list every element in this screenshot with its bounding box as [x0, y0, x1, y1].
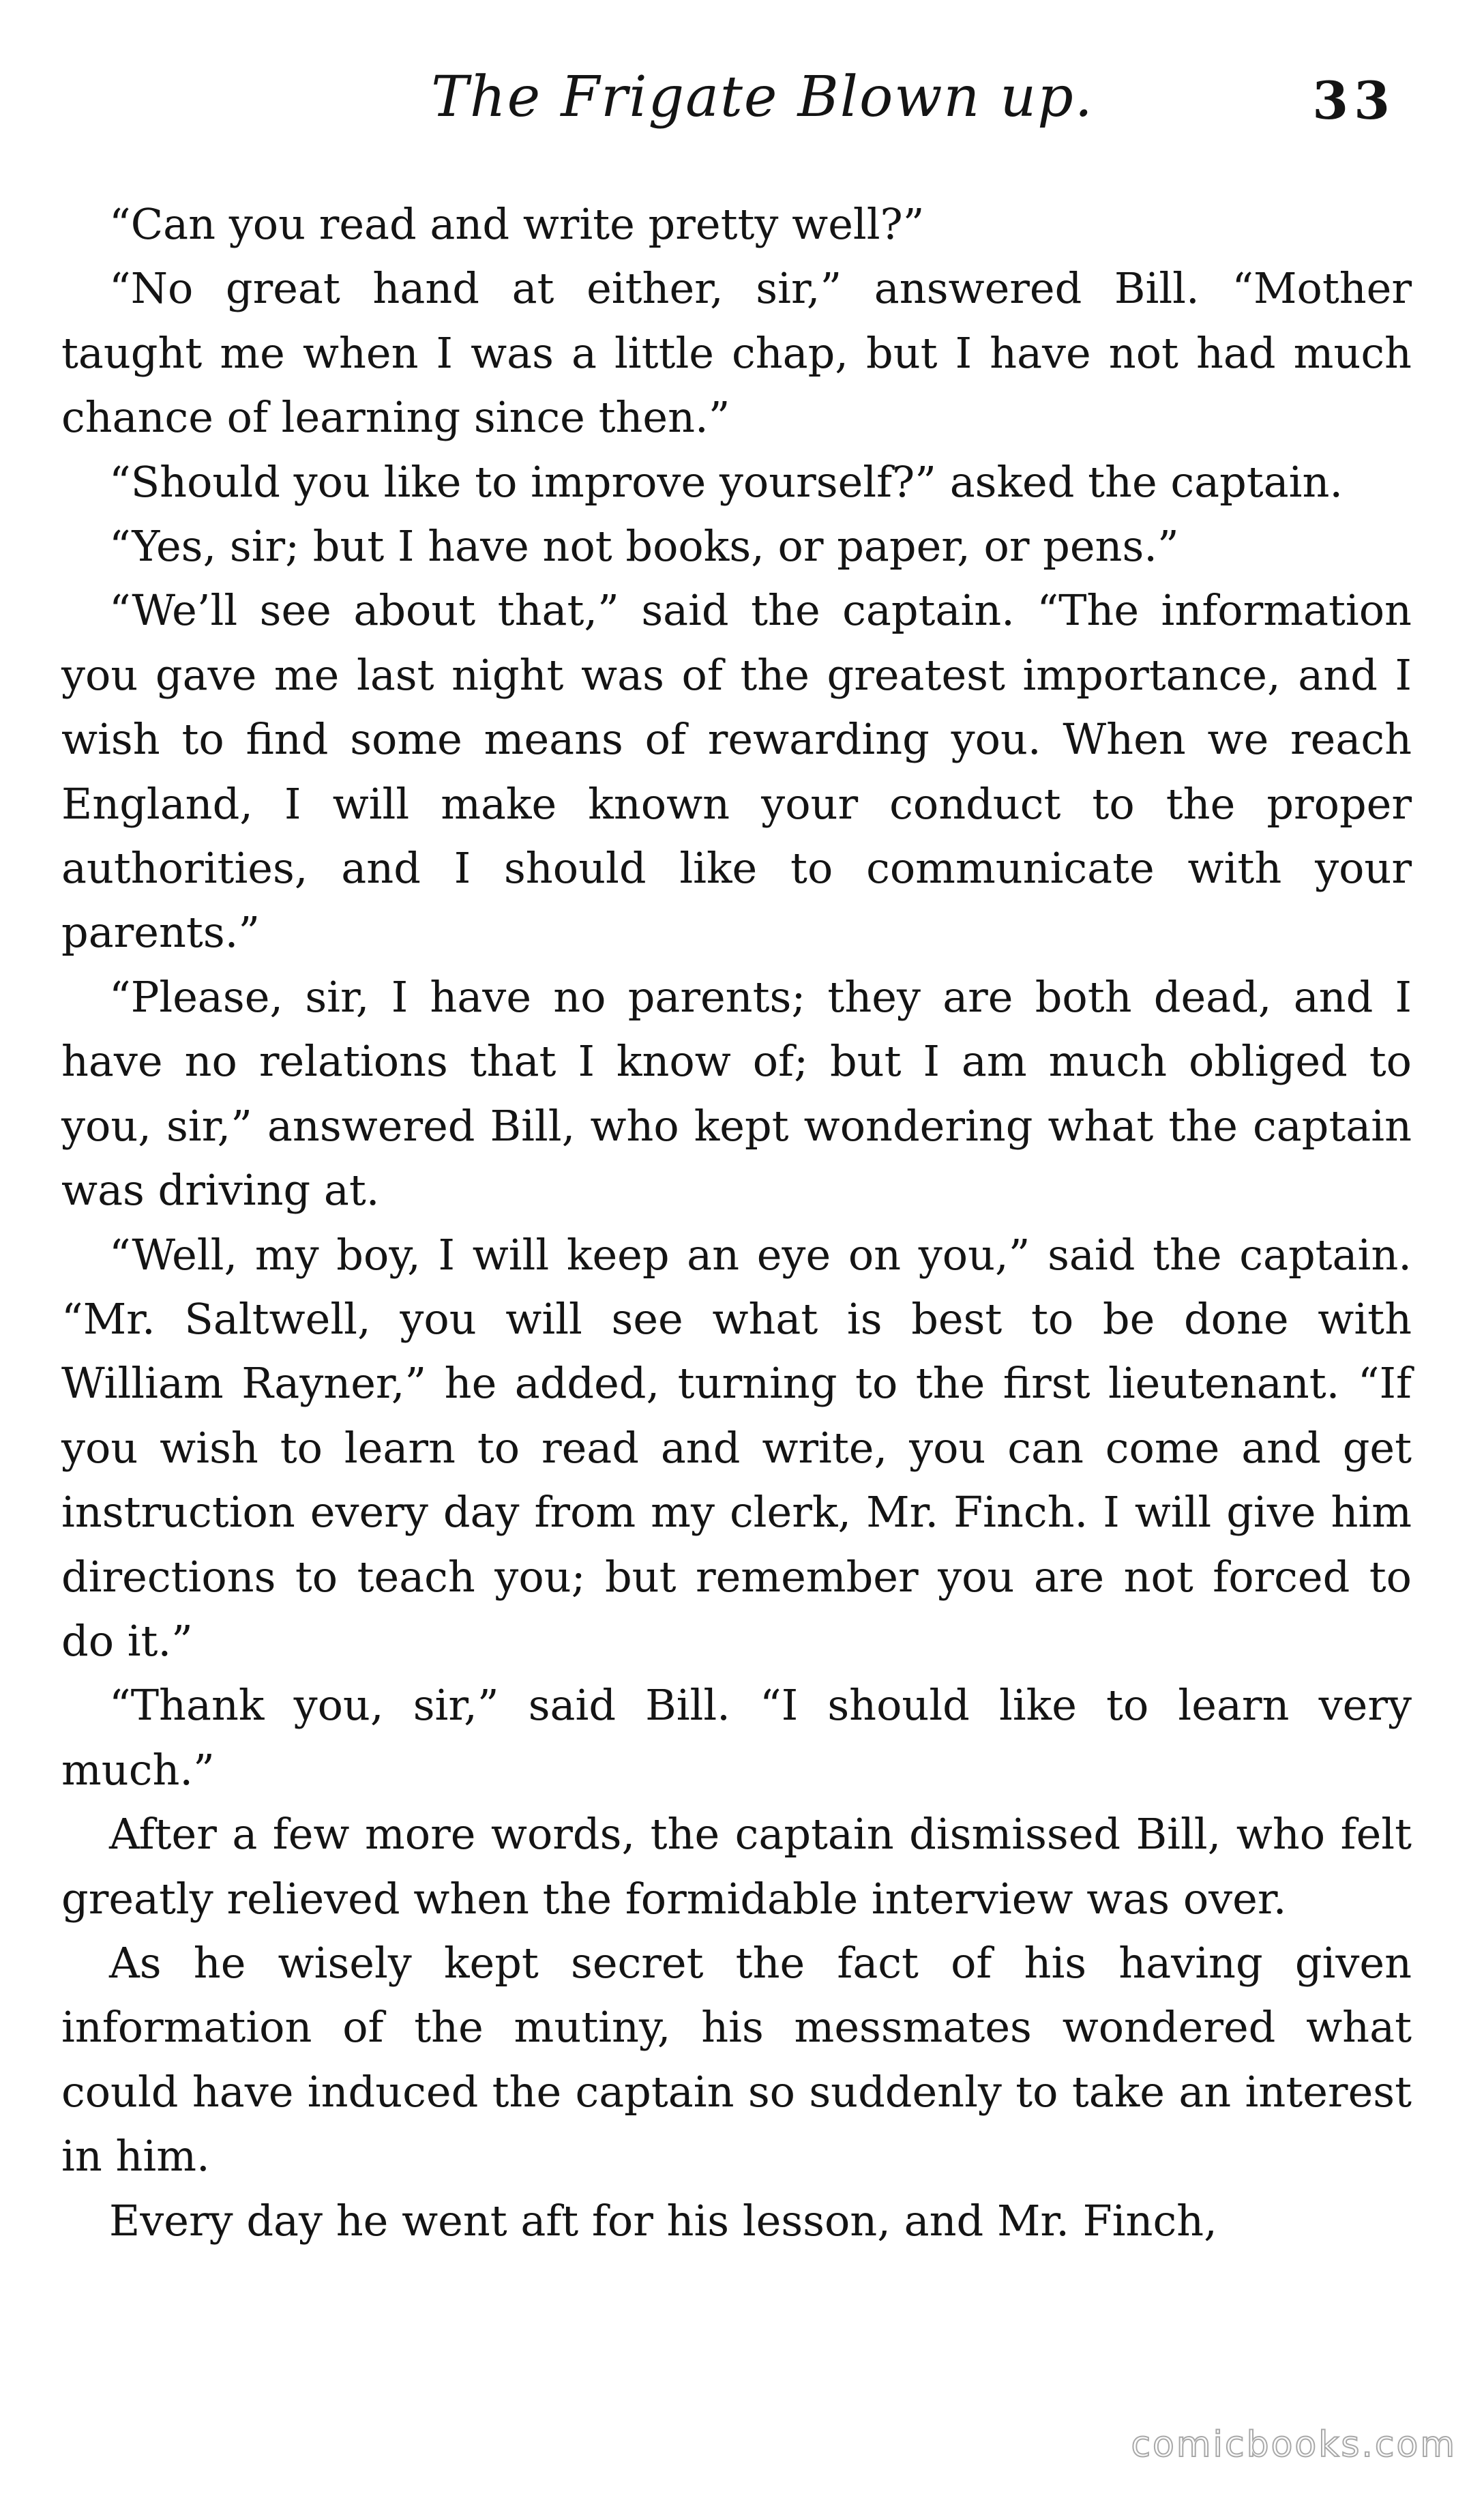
paragraph: “No great hand at either, sir,” answered Bill. “Mother taught me when I was a little chap, but I have not had much chance of learning since then.” [61, 263, 1412, 443]
paragraph: “Yes, sir; but I have not books, or paper, or pens.” [109, 521, 1179, 572]
paragraph: “Please, sir, I have no parents; they are both dead, and I have no relations that I know of; but I am much obliged to you, sir,” answered Bill, who kept wondering what the captain was driving at. [61, 971, 1412, 1216]
paragraph: “Thank you, sir,” said Bill. “I should like to learn very much.” [61, 1680, 1412, 1795]
paragraph: As he wisely kept secret the fact of his having given information of the mutiny, his messmates wondered what could have induced the captain so suddenly to take an interest in him. [61, 1937, 1412, 2181]
watermark: comicbooks.com [1131, 2424, 1457, 2465]
paragraph: “We’ll see about that,” said the captain. “The information you gave me last night was of the greatest importance, and I wish to find some means of rewarding you. When we reach England, I will make known your conduct to the proper authorities, and I should like to communicate with your parents.” [61, 585, 1412, 958]
paragraph: Every day he went aft for his lesson, and Mr. Finch, [109, 2195, 1217, 2246]
page-number: 33 [1312, 70, 1395, 131]
paragraph: “Can you read and write pretty well?” [109, 199, 925, 249]
running-header [61, 65, 1423, 140]
running-title: The Frigate Blown up. [431, 65, 1094, 130]
paragraph: After a few more words, the captain dismissed Bill, who felt greatly relieved when the formidable interview was over. [61, 1809, 1412, 1924]
body-text [61, 192, 1412, 2253]
paragraph: “Should you like to improve yourself?” asked the captain. [109, 456, 1344, 507]
paragraph: “Well, my boy, I will keep an eye on you,” said the captain. “Mr. Saltwell, you will see what is best to be done with William Rayner,” he added, turning to the first lieutenant. “If you wish to learn to read and write, you can come and get instruction every day from my clerk, Mr. Finch. I will give him directions to teach you; but remember you are not forced to do it.” [61, 1229, 1412, 1666]
